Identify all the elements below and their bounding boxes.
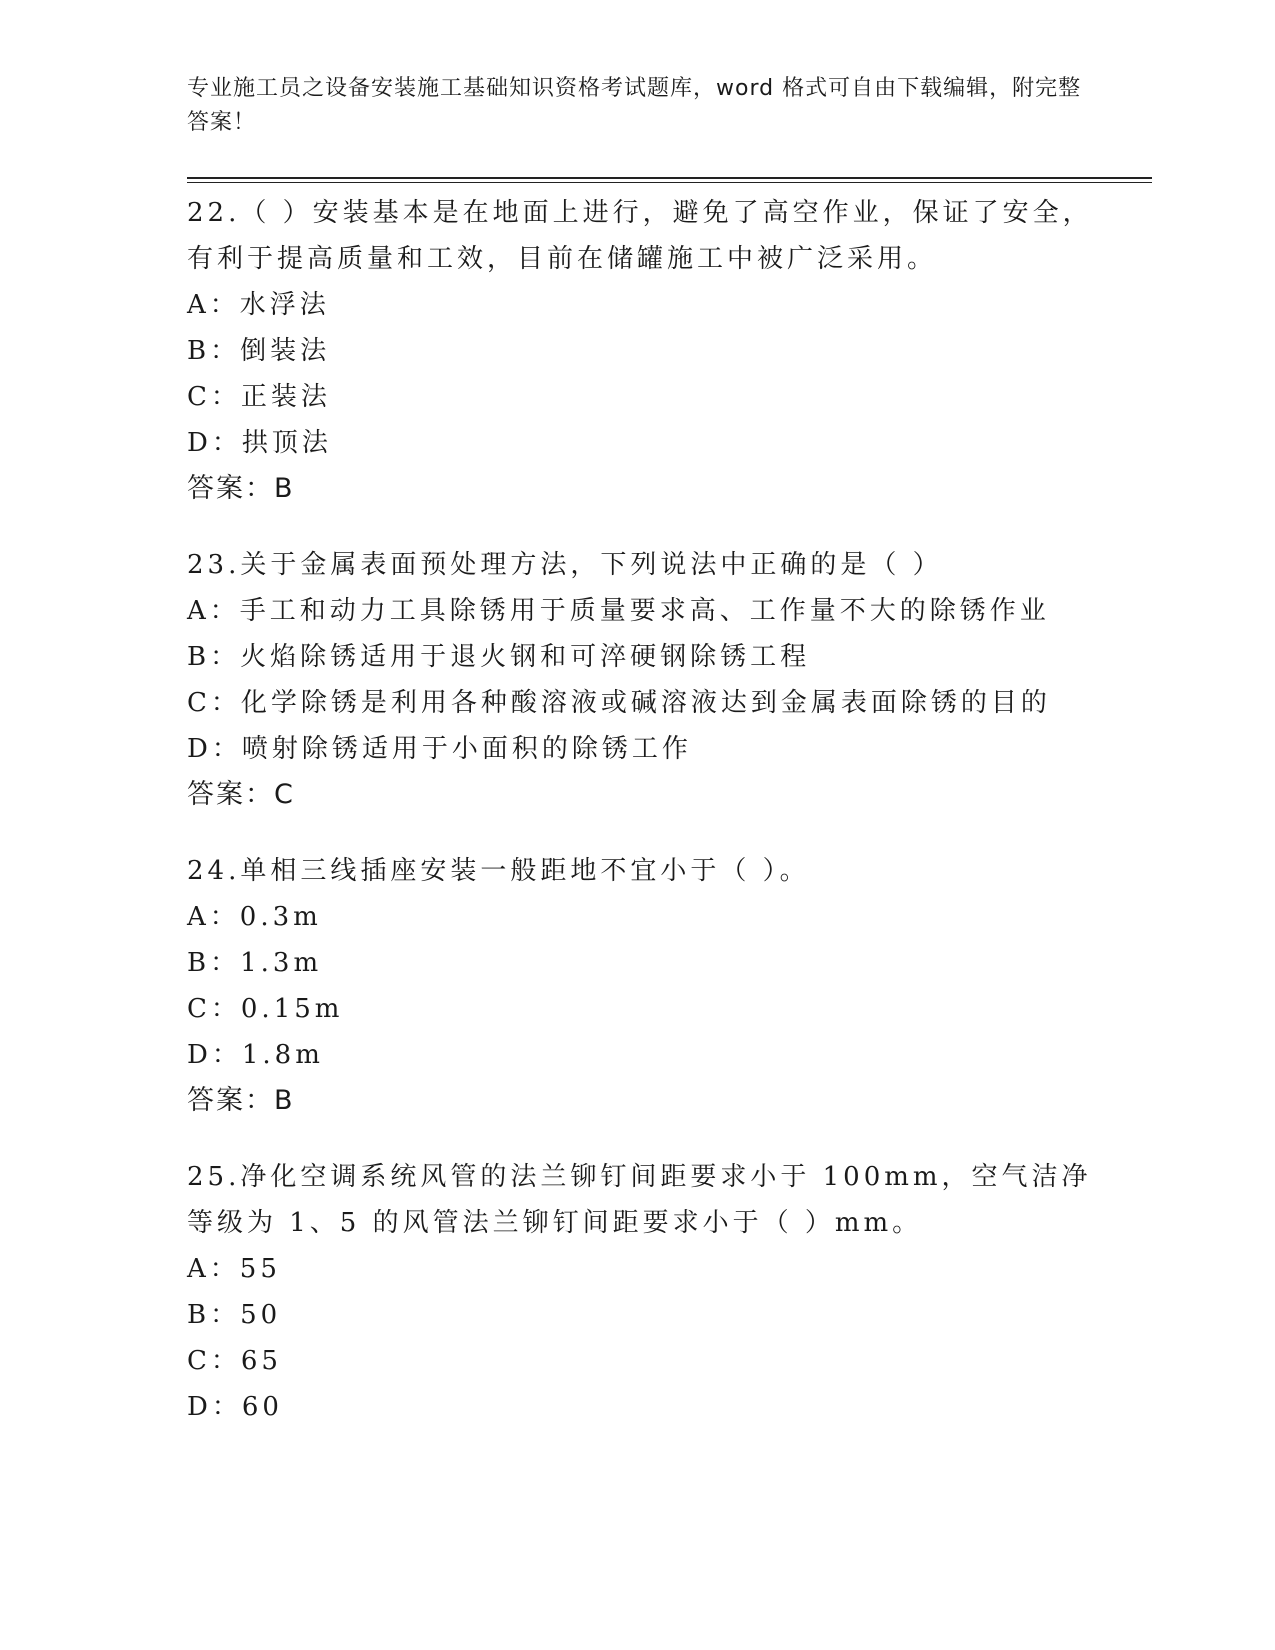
option-b: B：火焰除锈适用于退火钢和可淬硬钢除锈工程 [187,642,811,672]
question-list [187,190,1107,1461]
question-22 [187,190,1107,511]
option-d: D：喷射除锈适用于小面积的除锈工作 [187,734,692,764]
question-stem: 25.净化空调系统风管的法兰铆钉间距要求小于 100mm，空气洁净等级为 1、5 的风管法兰铆钉间距要求小于（ ）mm。 [187,1162,1092,1238]
header-rule-thick [187,177,1152,179]
question-25 [187,1154,1107,1430]
question-stem: 22.（ ）安装基本是在地面上进行，避免了高空作业，保证了安全，有利于提高质量和工效，目前在储罐施工中被广泛采用。 [187,198,1093,274]
option-c: C：化学除锈是利用各种酸溶液或碱溶液达到金属表面除锈的目的 [187,688,1051,718]
question-24 [187,848,1107,1123]
header-rule-thin [187,182,1152,183]
option-d: D：拱顶法 [187,428,332,458]
option-b: B：1.3m [187,948,323,978]
answer-line: 答案：B [187,473,295,504]
answer-line: 答案：B [187,1085,295,1116]
question-stem: 24.单相三线插座安装一般距地不宜小于（ ）。 [187,856,810,886]
option-b: B：50 [187,1300,282,1330]
option-c: C：0.15m [187,994,344,1024]
option-c: C：65 [187,1346,282,1376]
answer-line: 答案：C [187,779,295,810]
option-d: D：1.8m [187,1040,324,1070]
question-stem: 23.关于金属表面预处理方法，下列说法中正确的是（ ） [187,550,943,580]
question-23 [187,542,1107,817]
option-a: A：55 [187,1254,281,1284]
option-a: A：0.3m [187,902,322,932]
option-d: D：60 [187,1392,283,1422]
option-b: B：倒装法 [187,336,331,366]
option-a: A：水浮法 [187,290,330,320]
option-a: A：手工和动力工具除锈用于质量要求高、工作量不大的除锈作业 [187,596,1050,626]
option-c: C：正装法 [187,382,331,412]
document-header: 专业施工员之设备安装施工基础知识资格考试题库，word 格式可自由下载编辑，附完整答案！ [187,76,1082,135]
